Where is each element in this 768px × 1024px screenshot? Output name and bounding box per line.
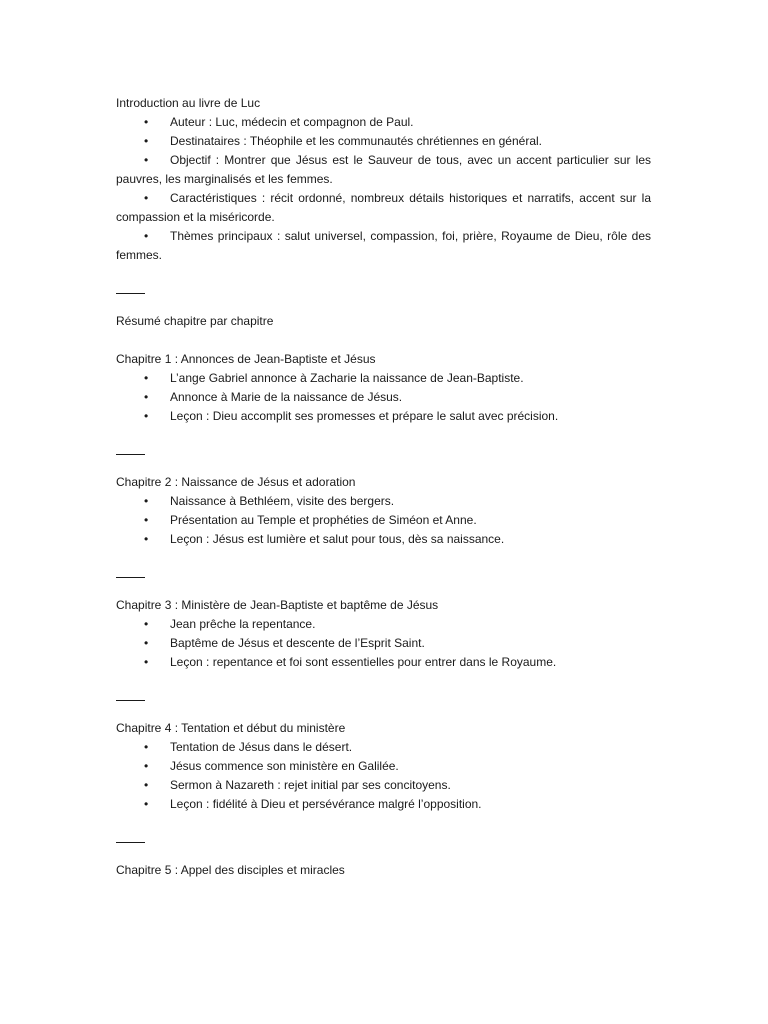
bullet-icon: • [144, 115, 149, 129]
bullet-icon: • [144, 153, 149, 167]
list-item [116, 407, 651, 426]
list-item-text: Leçon : repentance et foi sont essentielles pour entrer dans le Royaume. [170, 655, 557, 669]
list-item-text: Annonce à Marie de la naissance de Jésus. [170, 390, 403, 404]
list-item [116, 492, 651, 511]
list-item [116, 227, 651, 265]
list-item-text: Leçon : Dieu accomplit ses promesses et prépare le salut avec précision. [170, 409, 559, 423]
list-item [116, 795, 651, 814]
chapter-title: Chapitre 1 : Annonces de Jean-Baptiste et Jésus [116, 352, 376, 366]
chapter-title: Chapitre 2 : Naissance de Jésus et adoration [116, 475, 356, 489]
list-item [116, 530, 651, 549]
list-item [116, 132, 651, 151]
intro-title: Introduction au livre de Luc [116, 96, 261, 110]
list-item [116, 738, 651, 757]
list-item-text: L’ange Gabriel annonce à Zacharie la naissance de Jean-Baptiste. [170, 371, 524, 385]
list-item-text: Sermon à Nazareth : rejet initial par ses concitoyens. [170, 778, 451, 792]
list-item [116, 113, 651, 132]
bullet-icon: • [144, 617, 149, 631]
bullet-icon: • [144, 797, 149, 811]
chapter-bullet-list [116, 738, 651, 814]
list-item [116, 615, 651, 634]
separator-line [116, 577, 145, 578]
chapter-5 [116, 861, 651, 880]
list-item-text: Jésus commence son ministère en Galilée. [170, 759, 399, 773]
list-item [116, 653, 651, 672]
list-item [116, 388, 651, 407]
list-item-text: Auteur : Luc, médecin et compagnon de Paul. [170, 115, 414, 129]
bullet-icon: • [144, 636, 149, 650]
summary-title: Résumé chapitre par chapitre [116, 314, 274, 328]
list-item [116, 757, 651, 776]
bullet-icon: • [144, 191, 149, 205]
chapter-title: Chapitre 5 : Appel des disciples et miracles [116, 863, 345, 877]
chapter-title: Chapitre 3 : Ministère de Jean-Baptiste et baptême de Jésus [116, 598, 439, 612]
list-item [116, 151, 651, 189]
list-item-text: Naissance à Bethléem, visite des bergers. [170, 494, 395, 508]
bullet-icon: • [144, 134, 149, 148]
list-item [116, 511, 651, 530]
separator-line [116, 454, 145, 455]
list-item-text: Tentation de Jésus dans le désert. [170, 740, 353, 754]
spacer [116, 331, 651, 350]
chapter-2 [116, 473, 651, 549]
chapter-bullet-list [116, 615, 651, 672]
separator-line [116, 293, 145, 294]
bullet-icon: • [144, 494, 149, 508]
bullet-icon: • [144, 759, 149, 773]
chapter-3 [116, 596, 651, 672]
separator-line [116, 700, 145, 701]
bullet-icon: • [144, 532, 149, 546]
list-item-text: Leçon : fidélité à Dieu et persévérance malgré l’opposition. [170, 797, 482, 811]
bullet-icon: • [144, 390, 149, 404]
list-item-text: Thèmes principaux : salut universel, compassion, foi, prière, Royaume de Dieu, rôle des femmes. [116, 229, 651, 262]
chapter-4 [116, 719, 651, 814]
bullet-icon: • [144, 655, 149, 669]
chapter-bullet-list [116, 369, 651, 426]
list-item [116, 634, 651, 653]
list-item [116, 369, 651, 388]
intro-bullet-list [116, 113, 651, 265]
list-item-text: Leçon : Jésus est lumière et salut pour tous, dès sa naissance. [170, 532, 505, 546]
document-page [116, 94, 651, 880]
bullet-icon: • [144, 513, 149, 527]
bullet-icon: • [144, 371, 149, 385]
bullet-icon: • [144, 409, 149, 423]
list-item-text: Baptême de Jésus et descente de l’Esprit Saint. [170, 636, 425, 650]
list-item-text: Jean prêche la repentance. [170, 617, 316, 631]
chapter-1 [116, 350, 651, 426]
bullet-icon: • [144, 778, 149, 792]
bullet-icon: • [144, 740, 149, 754]
chapter-title: Chapitre 4 : Tentation et début du ministère [116, 721, 346, 735]
list-item-text: Objectif : Montrer que Jésus est le Sauveur de tous, avec un accent particulier sur les pauvres, les marginalisés et les femmes. [116, 153, 651, 186]
bullet-icon: • [144, 229, 149, 243]
list-item [116, 189, 651, 227]
list-item-text: Présentation au Temple et prophéties de Siméon et Anne. [170, 513, 477, 527]
chapter-bullet-list [116, 492, 651, 549]
list-item-text: Caractéristiques : récit ordonné, nombreux détails historiques et narratifs, accent sur la compassion et la miséricorde. [116, 191, 651, 224]
list-item-text: Destinataires : Théophile et les communautés chrétiennes en général. [170, 134, 542, 148]
list-item [116, 776, 651, 795]
separator-line [116, 842, 145, 843]
